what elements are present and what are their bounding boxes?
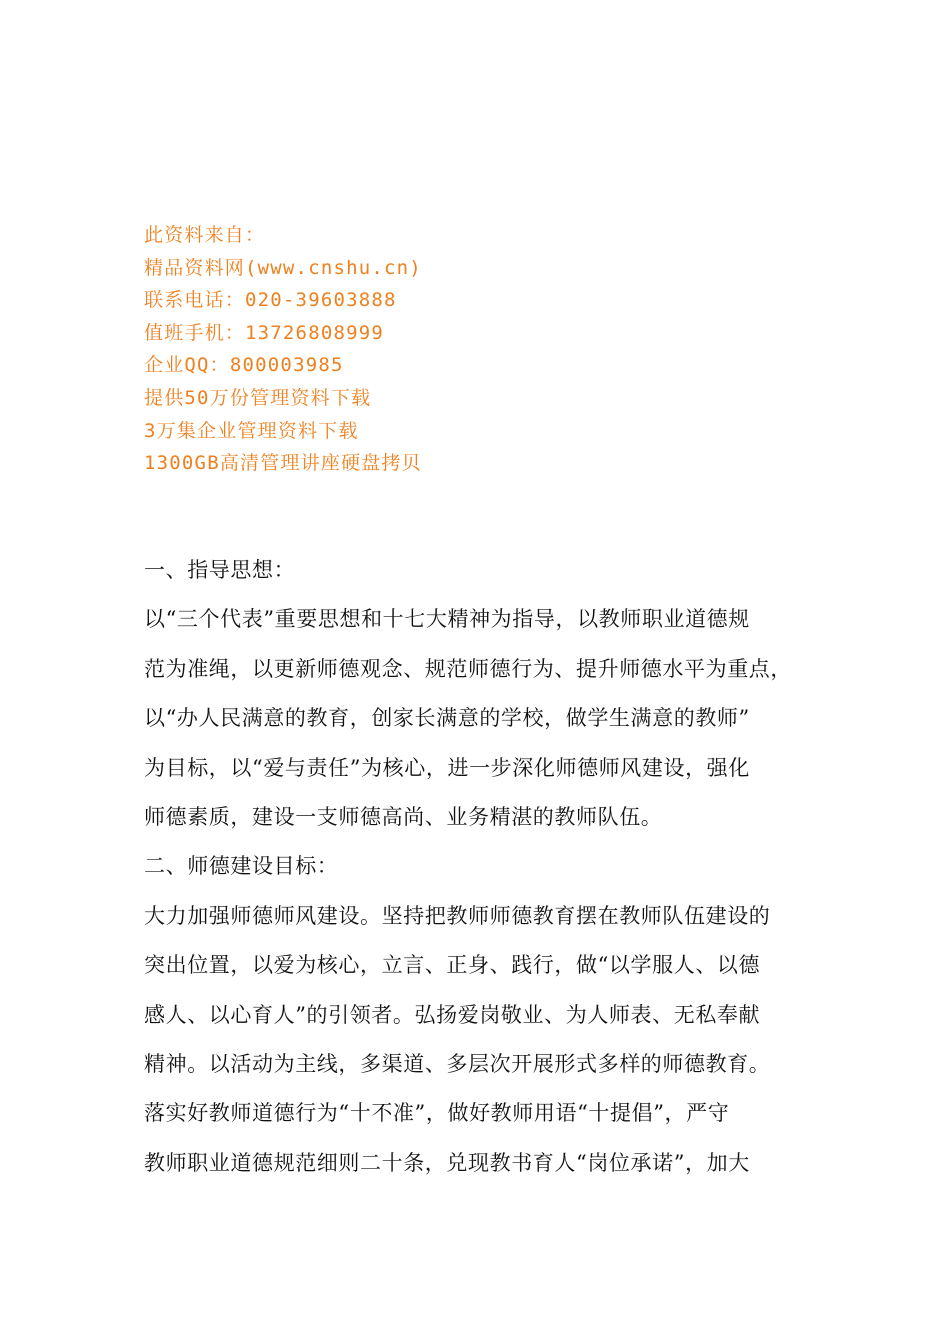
- section-heading-ethics-goals: 二、师德建设目标：: [144, 854, 339, 879]
- document-body: [144, 546, 834, 1188]
- paragraph-line: 师德素质，建设一支师德高尚、业务精湛的教师队伍。: [144, 804, 663, 829]
- paragraph-line: 范为准绳，以更新师德观念、规范师德行为、提升师德水平为重点，: [144, 656, 792, 681]
- source-line-offer-2: 3万集企业管理资料下载: [144, 419, 359, 442]
- paragraph-line: 落实好教师道德行为“十不准”，做好教师用语“十提倡”，严守: [144, 1101, 730, 1126]
- source-line-phone: 联系电话：020-39603888: [144, 289, 397, 312]
- section-heading-guiding-ideology: 一、指导思想：: [144, 558, 296, 582]
- paragraph-line: 大力加强师德师风建设。坚持把教师师德教育摆在教师队伍建设的: [144, 903, 771, 928]
- paragraph-line: 教师职业道德规范细则二十条，兑现教书育人“岗位承诺”，加大: [144, 1150, 750, 1175]
- paragraph-line: 以“三个代表”重要思想和十七大精神为指导，以教师职业道德规: [144, 607, 750, 632]
- paragraph-line: 以“办人民满意的教育，创家长满意的学校，做学生满意的教师”: [144, 706, 750, 731]
- paragraph-line: 感人、以心育人”的引领者。弘扬爱岗敬业、为人师表、无私奉献: [144, 1002, 761, 1027]
- source-line-from: 此资料来自：: [144, 224, 266, 246]
- source-line-website: 精品资料网(www.cnshu.cn): [144, 256, 422, 279]
- source-line-mobile: 值班手机：13726808999: [144, 321, 385, 344]
- source-line-offer-3: 1300GB高清管理讲座硬盘拷贝: [144, 452, 422, 475]
- source-info-block: [144, 219, 844, 480]
- paragraph-line: 为目标，以“爱与责任”为核心，进一步深化师德师风建设，强化: [144, 755, 750, 780]
- source-line-qq: 企业QQ：800003985: [144, 354, 344, 377]
- source-line-offer-1: 提供50万份管理资料下载: [144, 386, 372, 409]
- paragraph-line: 精神。以活动为主线，多渠道、多层次开展形式多样的师德教育。: [144, 1051, 771, 1076]
- paragraph-line: 突出位置，以爱为核心，立言、正身、践行，做“以学服人、以德: [144, 953, 761, 978]
